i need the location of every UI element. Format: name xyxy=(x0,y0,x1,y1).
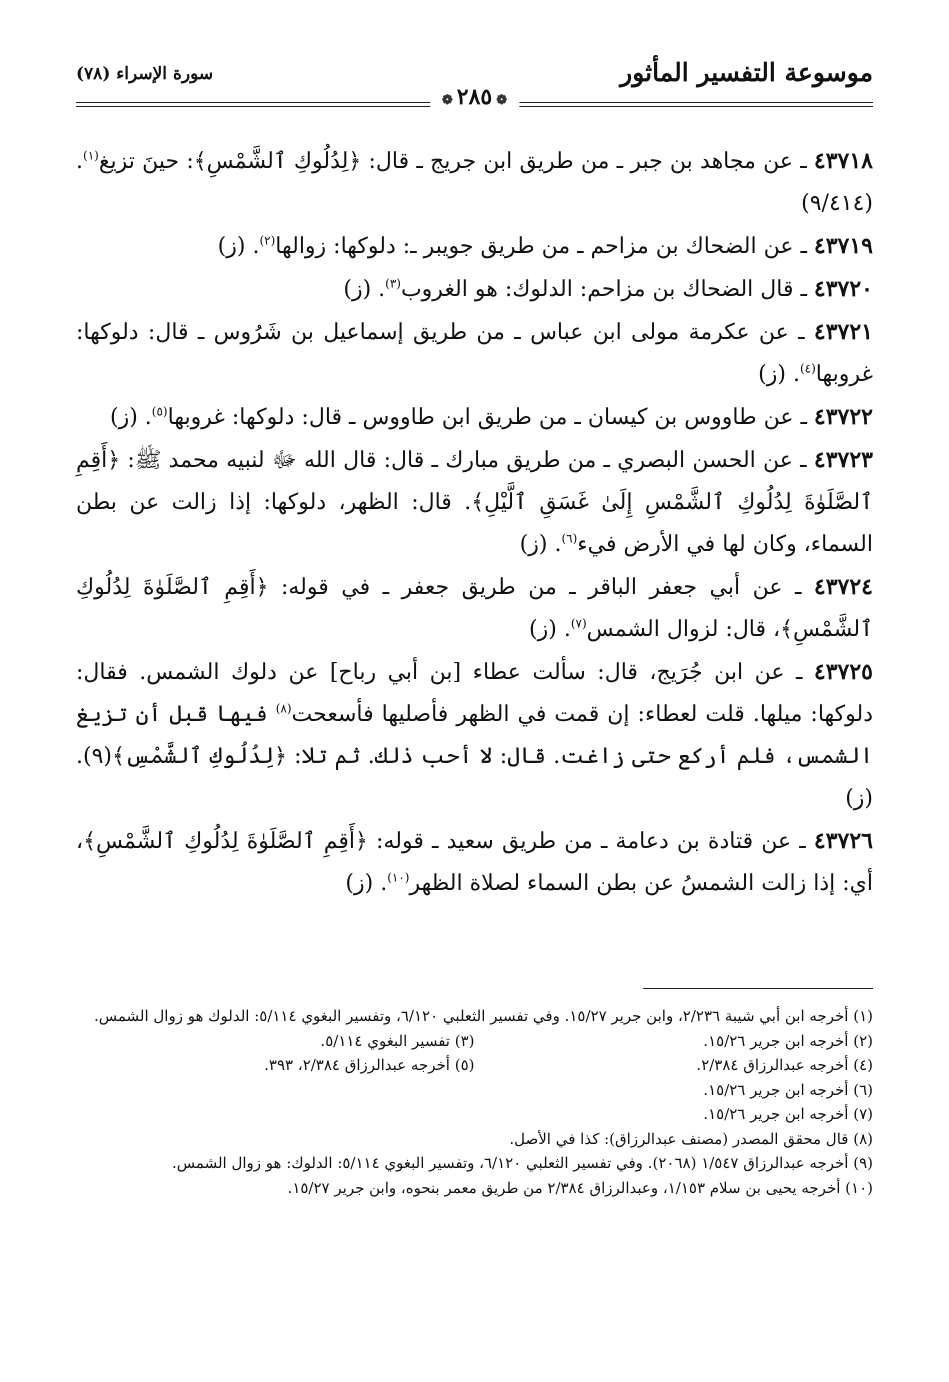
entry-43724 xyxy=(76,566,873,651)
footnote-10: (١٠) أخرجه يحيى بن سلام ١/١٥٣، وعبدالرزاق ٢/٣٨٤ من طريق معمر بنحوه، وابن جرير ١٥/٢٧. xyxy=(287,1178,873,1197)
entry-tail: . (ز) xyxy=(217,234,260,259)
footnote-3: (٣) تفسير البغوي ٥/١١٤. xyxy=(320,1031,475,1050)
footnote-row xyxy=(76,1029,873,1054)
entry-text: ـ عن الحسن البصري ـ من طريق مبارك ـ قال: قال الله ﷻ لنبيه محمد ﷺ: ﴿أَقِمِ ٱلصَّلَوٰةَ لِدُلُوكِ ٱلشَّمْسِ إِلَىٰ غَسَقِ ٱلَّيْلِ﴾. قال: الظهر، دلوكها: إذا زالت عن بطن السماء، وكان لها في الأرض فيء xyxy=(76,448,873,557)
entry-text: ـ عن عكرمة مولى ابن عباس ـ من طريق إسماعيل بن شَرُوس ـ قال: دلوكها: غروبها xyxy=(76,320,873,387)
footnote-ref[interactable]: (٤) xyxy=(799,361,816,376)
footnote-1: (١) أخرجه ابن أبي شيبة ٢/٢٣٦، وابن جرير ١٥/٢٧. وفي تفسير الثعلبي ٦/١٢٠، وتفسير البغوي ٥/١١٤: الدلوك هو زوال الشمس. xyxy=(93,1007,873,1025)
entry-43726 xyxy=(76,820,873,905)
ornament-left-icon: ❁ xyxy=(441,93,453,108)
footnote-ref[interactable]: (٢) xyxy=(259,233,276,248)
entry-number: ٤٣٧٢١ xyxy=(813,319,873,345)
entry-text: ـ قال الضحاك بن مزاحم: الدلوك: هو الغروب xyxy=(400,277,814,302)
entry-43723 xyxy=(76,439,873,566)
entry-text: ـ عن قتادة بن دعامة ـ من طريق سعيد ـ قوله: ﴿أَقِمِ ٱلصَّلَوٰةَ لِدُلُوكِ ٱلشَّمْسِ﴾، أي: إذا زالت الشمسُ عن بطن السماء لصلاة الظهر xyxy=(76,829,873,896)
ornament-right-icon: ❁ xyxy=(496,93,508,108)
entry-tail: . (ز) xyxy=(519,532,562,557)
footnote-ref[interactable]: (٧) xyxy=(570,616,587,631)
footnote-5: (٥) أخرجه عبدالرزاق ٢/٣٨٤، ٣٩٣. xyxy=(264,1056,475,1074)
entry-43721 xyxy=(76,311,873,396)
page-number: ٢٨٥ xyxy=(456,84,493,110)
footnote-ref[interactable]: (٦) xyxy=(561,531,578,546)
footnote-ref[interactable]: (٥) xyxy=(151,404,168,419)
entry-number: ٤٣٧١٨ xyxy=(813,148,873,174)
entry-43719 xyxy=(76,225,873,268)
footnote-separator xyxy=(643,988,873,989)
footnote-ref[interactable]: (٣) xyxy=(385,276,401,291)
footnote-ref[interactable]: (٨) xyxy=(275,701,292,716)
footnote-2: (٢) أخرجه ابن جرير ١٥/٢٦. xyxy=(703,1031,873,1050)
main-text xyxy=(76,140,873,905)
footnote-8: (٨) قال محقق المصدر (مصنف عبدالرزاق): كذا في الأصل. xyxy=(509,1129,873,1148)
entry-tail: . (ز) xyxy=(110,405,152,430)
entry-43720 xyxy=(76,268,873,311)
entry-number: ٤٣٧٢٢ xyxy=(813,404,873,430)
entry-number: ٤٣٧٢٤ xyxy=(813,574,873,600)
entry-tail: . (ز) xyxy=(345,871,388,896)
entry-43722 xyxy=(76,396,873,439)
footnote-7: (٧) أخرجه ابن جرير ١٥/٢٦. xyxy=(703,1105,873,1123)
book-title: موسوعة التفسير المأثور xyxy=(620,58,873,87)
entry-number: ٤٣٧٢٥ xyxy=(813,659,873,685)
footnote-4: (٤) أخرجه عبدالرزاق ٢/٣٨٤. xyxy=(696,1056,873,1074)
entry-text: ـ عن أبي جعفر الباقر ـ من طريق جعفر ـ في قوله: ﴿أَقِمِ ٱلصَّلَوٰةَ لِدُلُوكِ ٱلشَّمْسِ﴾، قال: لزوال الشمس xyxy=(76,575,873,642)
entry-number: ٤٣٧١٩ xyxy=(813,233,873,259)
entry-tail: . (ز) xyxy=(758,362,800,387)
footnote-ref[interactable]: (١٠) xyxy=(387,870,410,885)
footnote-row xyxy=(76,1053,873,1078)
footnote-ref[interactable]: (١) xyxy=(83,148,99,163)
footnote-6: (٦) أخرجه ابن جرير ١٥/٢٦. xyxy=(703,1080,873,1099)
entry-text: ـ عن ابن جُرَيج، قال: سألت عطاء [بن أبي رباح] عن دلوك الشمس. فقال: دلوكها: ميلها. قلت لعطاء: إن قمت في الظهر فأصليها فأسعحت xyxy=(76,660,873,727)
footnote-9: (٩) أخرجه عبدالرزاق ١/٥٤٧ (٢٠٦٨). وفي تفسير الثعلبي ٦/١٢٠، وتفسير البغوي ٥/١١٤: الدلوك: هو زوال الشمس. xyxy=(172,1154,873,1172)
page-number-block xyxy=(430,84,519,110)
footnotes xyxy=(76,1004,873,1200)
entry-tail: . (ز) xyxy=(529,617,571,642)
entry-tail: فيها قبل أن تزيغ الشمس، فلم أركع حتى زاغت. قال: لا أحب ذلك. ثم تلا: ﴿لِدُلُوكِ ٱلشَّمْسِ﴾(٩). (ز) xyxy=(76,702,873,811)
entry-43725 xyxy=(76,651,873,820)
entry-number: ٤٣٧٢٣ xyxy=(813,447,873,473)
entry-number: ٤٣٧٢٦ xyxy=(813,828,873,854)
entry-tail: . (٩/٤١٤) xyxy=(76,149,873,216)
surah-label: سورة الإسراء (٧٨) xyxy=(76,64,214,84)
entry-number: ٤٣٧٢٠ xyxy=(813,276,873,302)
page-header xyxy=(76,58,873,110)
entry-text: ـ عن مجاهد بن جبر ـ من طريق ابن جريج ـ قال: ﴿لِدُلُوكِ ٱلشَّمْسِ﴾: حينَ تزيغ xyxy=(98,149,814,174)
entry-tail: . (ز) xyxy=(343,277,386,302)
entry-text: ـ عن طاووس بن كيسان ـ من طريق ابن طاووس ـ قال: دلوكها: غروبها xyxy=(167,405,814,430)
entry-text: ـ عن الضحاك بن مزاحم ـ من طريق جويبر ـ: دلوكها: زوالها xyxy=(275,234,814,259)
entry-43718 xyxy=(76,140,873,225)
